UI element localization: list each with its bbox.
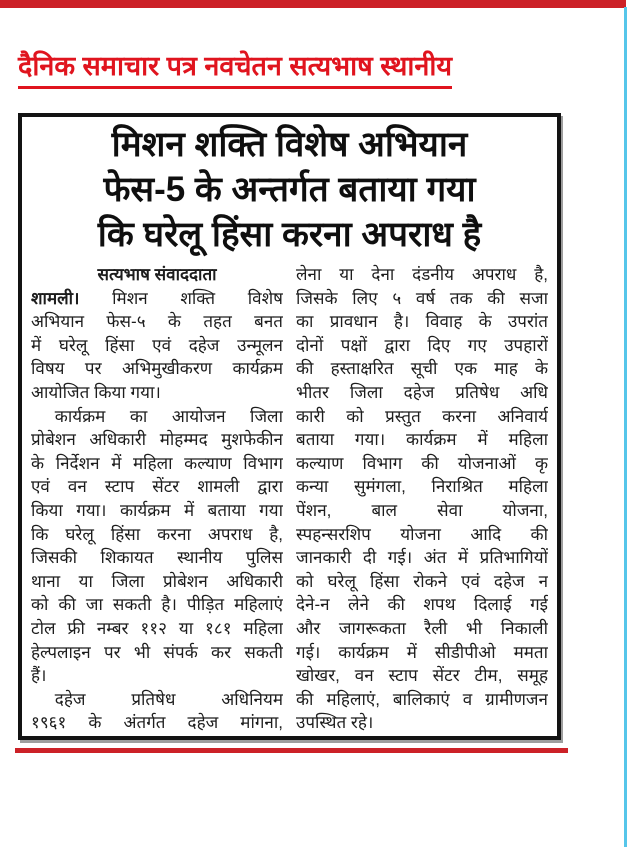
article-line	[296, 570, 548, 594]
article-line	[31, 405, 283, 429]
line-text: उपस्थित रहे।	[296, 713, 374, 733]
line-text: बताया गया। कार्यक्रम में महिला	[296, 430, 548, 450]
article-line	[31, 428, 283, 452]
line-text: विषय पर अभिमुखीकरण कार्यक्रम	[31, 359, 283, 379]
article-line	[296, 617, 548, 641]
line-text: थाना या जिला प्रोबेशन अधिकारी	[31, 571, 283, 591]
article-line	[31, 711, 283, 735]
article-line	[296, 664, 548, 688]
headline-line-text: मिशन शक्ति विशेष अभियान	[111, 125, 468, 164]
article-line	[31, 593, 283, 617]
line-text: स्पहन्सरशिप योजना आदि की	[296, 524, 548, 544]
article-body	[22, 259, 557, 735]
line-text: खोखर, वन स्टाप सेंटर टीम, समूह	[296, 666, 548, 686]
top-red-rule	[0, 0, 626, 8]
article-line	[296, 452, 548, 476]
article-line	[31, 263, 283, 287]
article-line	[31, 641, 283, 665]
line-text: मिशन शक्ति विशेष	[79, 288, 283, 308]
line-text: टोल फ्री नम्बर ११२ या १८१ महिला	[31, 618, 283, 638]
article-line	[296, 310, 548, 334]
headline-line	[28, 167, 551, 212]
line-text: दहेज प्रतिषेध अधिनियम	[54, 689, 283, 709]
headline-line	[28, 122, 551, 167]
article-line	[296, 593, 548, 617]
bottom-red-rule	[15, 748, 568, 753]
article-line	[31, 617, 283, 641]
line-text: जिसके लिए ५ वर्ष तक की सजा	[296, 288, 548, 308]
article-line	[296, 405, 548, 429]
line-text: लेना या देना दंडनीय अपराध है,	[296, 265, 548, 284]
article-line	[31, 334, 283, 358]
line-text: हेल्पलाइन पर भी संपर्क कर सकती	[31, 642, 283, 662]
article-line	[31, 357, 283, 381]
article-line	[296, 381, 548, 405]
line-text: जिसकी शिकायत स्थानीय पुलिस	[31, 548, 283, 568]
article-headline	[28, 122, 551, 257]
line-text: में घरेलू हिंसा एवं दहेज उन्मूलन	[31, 335, 283, 355]
line-text: कल्याण विभाग की योजनाओं कृ	[296, 453, 548, 473]
line-text: आयोजित किया गया।	[31, 382, 161, 402]
line-text: जानकारी दी गई। अंत में प्रतिभागियों	[296, 548, 548, 568]
line-bold-lead: सत्यभाष संवाददाता	[97, 265, 217, 284]
article-line	[296, 357, 548, 381]
article-line	[296, 287, 548, 311]
line-text: कारी को प्रस्तुत करना अनिवार्य	[296, 406, 548, 426]
article-line	[296, 263, 548, 287]
article-line	[31, 688, 283, 712]
article-line	[296, 475, 548, 499]
line-text: किया गया। कार्यक्रम में बताया गया	[31, 500, 283, 520]
article-line	[296, 711, 548, 735]
article-line	[296, 688, 548, 712]
line-text: गई। कार्यक्रम में सीडीपीओ ममता	[296, 642, 548, 662]
headline-line-text: फेस-5 के अन्तर्गत बताया गया	[103, 170, 476, 209]
article-line	[31, 310, 283, 334]
line-text: कि घरेलू हिंसा करना अपराध है,	[31, 524, 283, 544]
line-text: दोनों पक्षों द्वारा दिए गए उपहारों	[296, 335, 548, 355]
line-text: पेंशन, बाल सेवा योजना,	[296, 500, 548, 520]
line-text: देने-न लेने की शपथ दिलाई गई	[296, 595, 548, 615]
article-line	[296, 499, 548, 523]
line-bold-lead: शामली।	[31, 288, 80, 308]
headline-line-text: कि घरेलू हिंसा करना अपराध है	[97, 215, 482, 254]
article-line	[31, 452, 283, 476]
line-text: की महिलाएं, बालिकाएं व ग्रामीणजन	[296, 689, 548, 709]
line-text: कार्यक्रम का आयोजन जिला	[54, 406, 283, 426]
line-text: एवं वन स्टाप सेंटर शामली द्वारा	[31, 477, 283, 497]
article-line	[296, 334, 548, 358]
article-line	[31, 523, 283, 547]
right-cyan-scan-line	[624, 7, 627, 847]
line-text: को घरेलू हिंसा रोकने एवं दहेज न	[296, 571, 548, 591]
line-text: की हस्ताक्षरित सूची एक माह के	[296, 359, 548, 379]
masthead-title: दैनिक समाचार पत्र नवचेतन सत्यभाष स्थानीय	[18, 46, 452, 89]
line-text: १९६१ के अंतर्गत दहेज मांगना,	[31, 713, 283, 733]
article-line	[296, 428, 548, 452]
article-line	[31, 475, 283, 499]
article-line	[296, 641, 548, 665]
article-line	[296, 523, 548, 547]
line-text: अभियान फेस-५ के तहत बनत	[31, 312, 283, 332]
line-text: कन्या सुमंगला, निराश्रित महिला	[296, 477, 548, 497]
line-text: के निर्देशन में महिला कल्याण विभाग	[31, 453, 283, 473]
newspaper-clipping-box	[18, 113, 561, 740]
line-text: को की जा सकती है। पीड़ित महिलाएं	[31, 595, 283, 615]
line-text: भीतर जिला दहेज प्रतिषेध अधि	[296, 382, 548, 402]
article-line	[31, 546, 283, 570]
article-line	[31, 499, 283, 523]
article-column-left	[31, 263, 283, 735]
article-line	[296, 546, 548, 570]
line-text: और जागरूकता रैली भी निकाली	[296, 618, 548, 638]
headline-line	[28, 212, 551, 257]
article-column-right	[296, 263, 548, 735]
line-text: प्रोबेशन अधिकारी मोहम्मद मुशफेकीन	[31, 430, 283, 450]
article-line	[31, 287, 283, 311]
article-line	[31, 381, 283, 405]
line-text: का प्रावधान है। विवाह के उपरांत	[296, 312, 548, 332]
article-line	[31, 664, 283, 688]
article-line	[31, 570, 283, 594]
line-text: हैं।	[31, 666, 47, 686]
